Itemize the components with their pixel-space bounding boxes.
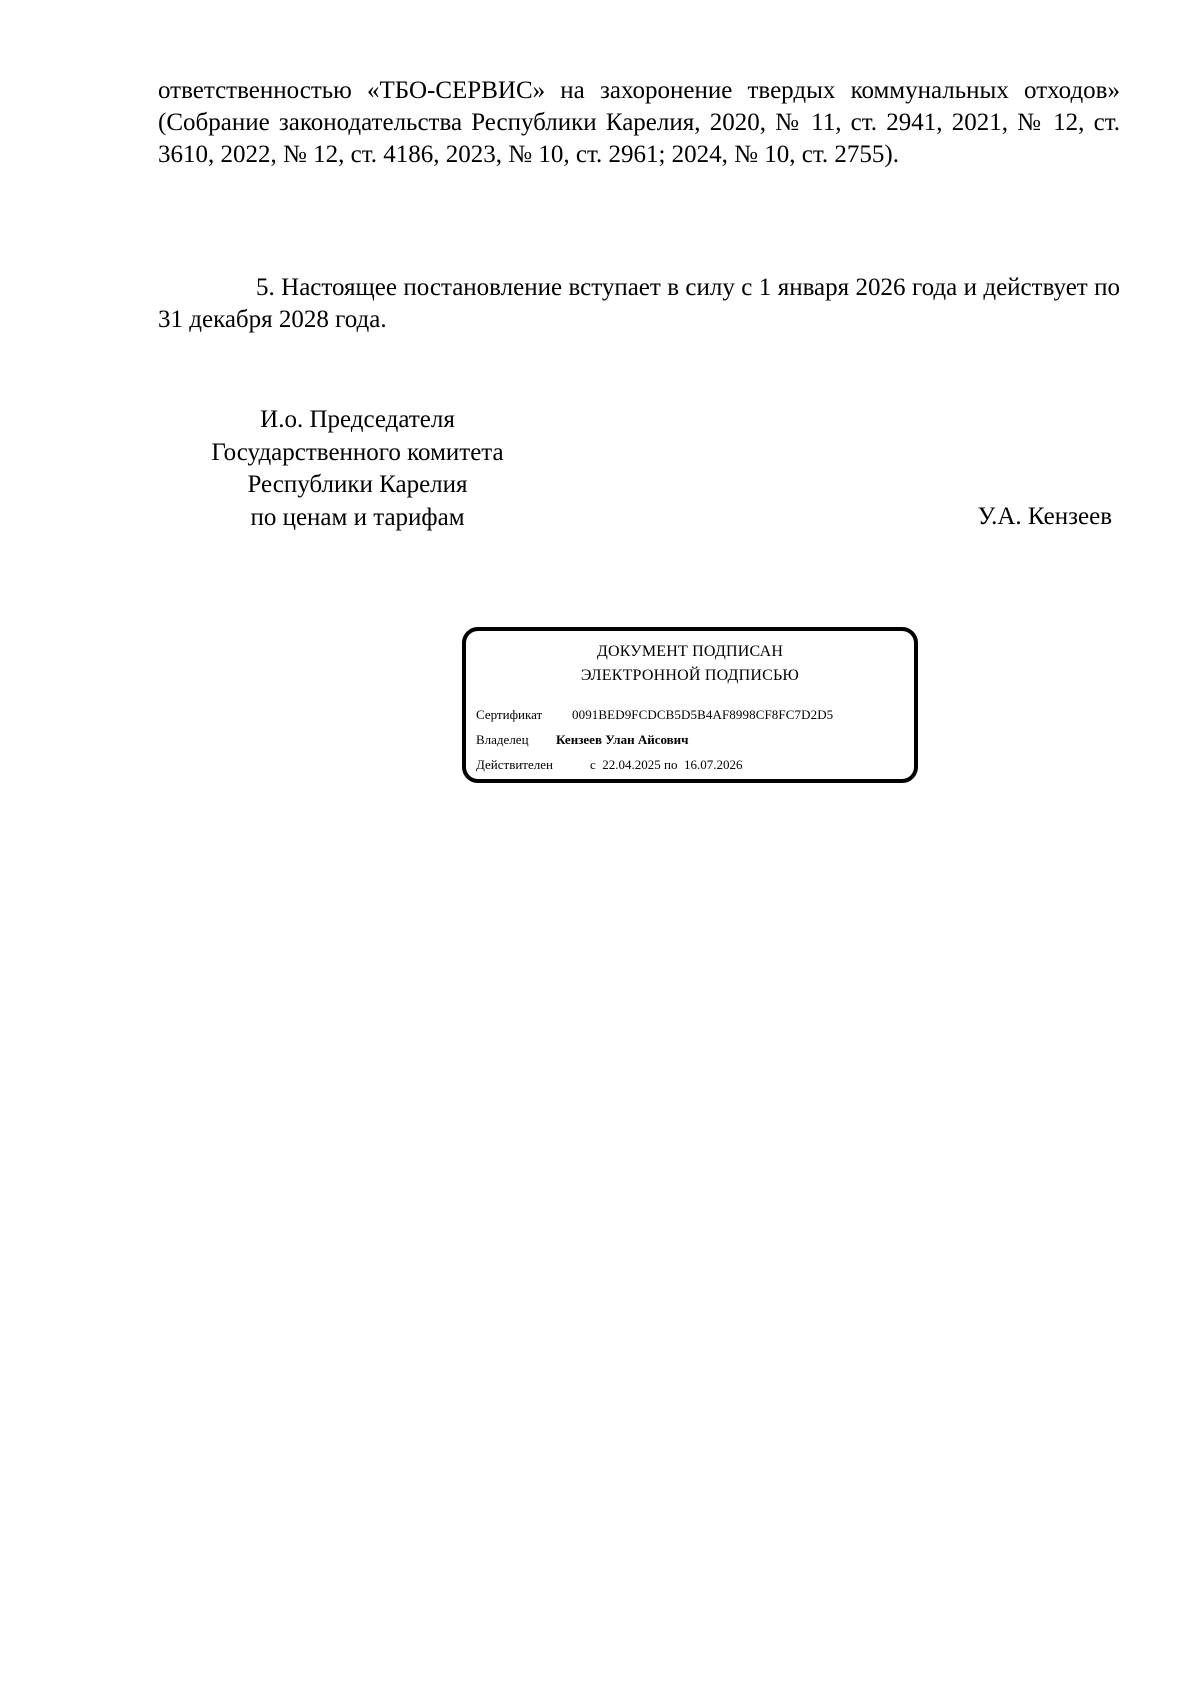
continuation-paragraph: ответственностью «ТБО-СЕРВИС» на захоронение твердых коммунальных отходов» (Собрание законодательства Республики Карелия, 2020, № 11, ст. 2941, 2021, № 12, ст. 3610, 2022, № 12, ст. 4186, 2023, № 10, ст. 2961; 2024, № 10, ст. 2755). (158, 77, 1120, 168)
owner-label: Владелец (476, 732, 529, 747)
electronic-signature-stamp (462, 627, 918, 783)
signatory-title (160, 404, 555, 534)
signatory-title-line: по ценам и тарифам (250, 503, 465, 531)
signatory-name: У.А. Кензеев (977, 503, 1112, 530)
stamp-heading (466, 640, 914, 688)
validity-label: Действителен (476, 757, 553, 772)
stamp-owner-row (476, 731, 689, 749)
stamp-validity-row (476, 756, 742, 774)
paragraph-5: 5. Настоящее постановление вступает в силу с 1 января 2026 года и действует по 31 декабря 2028 года. (158, 274, 1120, 333)
stamp-heading-line: ДОКУМЕНТ ПОДПИСАН (596, 643, 784, 660)
certificate-label: Сертификат (476, 707, 543, 722)
certificate-value: 0091BED9FCDCB5D5B4AF8998CF8FC7D2D5 (572, 707, 834, 722)
signatory-title-line: И.о. Председателя (260, 406, 455, 433)
signatory-title-line: Государственного комитета (211, 438, 504, 466)
owner-value: Кензеев Улан Айсович (556, 732, 689, 747)
signatory-title-line: Республики Карелия (247, 471, 468, 498)
stamp-certificate-row (476, 706, 833, 724)
validity-value: с 22.04.2025 по 16.07.2026 (590, 757, 743, 772)
stamp-heading-line: ЭЛЕКТРОННОЙ ПОДПИСЬЮ (580, 667, 800, 684)
